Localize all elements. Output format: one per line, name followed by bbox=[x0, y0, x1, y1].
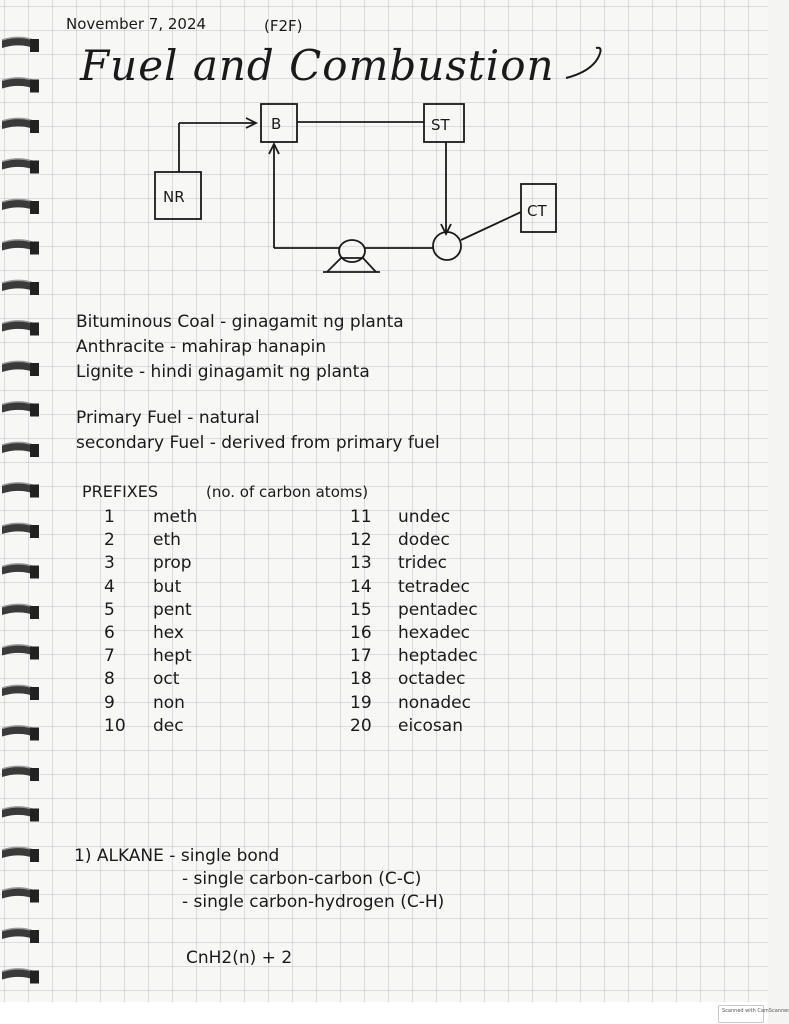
prefix-name-right: undec bbox=[398, 507, 451, 527]
prefix-name-left: hex bbox=[153, 623, 184, 643]
scanner-badge-text: Scanned with CamScanner bbox=[722, 1008, 789, 1014]
coal-note-bituminous: Bituminous Coal - ginagamit ng planta bbox=[76, 312, 404, 332]
page-title: Fuel and Combustion bbox=[80, 41, 555, 90]
coal-note-lignite: Lignite - hindi ginagamit ng planta bbox=[76, 362, 370, 382]
prefixes-heading: PREFIXES bbox=[82, 482, 159, 501]
prefix-name-left: non bbox=[153, 693, 185, 713]
alkane-formula: CnH2(n) + 2 bbox=[186, 948, 293, 968]
diagram-label-nr: NR bbox=[163, 188, 185, 206]
prefix-number-right: 17 bbox=[350, 646, 372, 666]
prefix-name-right: pentadec bbox=[398, 600, 478, 620]
prefix-name-right: octadec bbox=[398, 669, 466, 689]
diagram-pump-base bbox=[327, 258, 376, 272]
prefix-name-right: nonadec bbox=[398, 693, 471, 713]
prefix-number-right: 14 bbox=[350, 577, 372, 597]
prefix-name-left: dec bbox=[153, 716, 184, 736]
coal-note-anthracite: Anthracite - mahirap hanapin bbox=[76, 337, 327, 357]
prefix-number-left: 2 bbox=[104, 530, 115, 550]
prefix-name-left: pent bbox=[153, 600, 192, 620]
prefix-name-left: prop bbox=[153, 553, 192, 573]
prefix-name-left: but bbox=[153, 577, 182, 597]
alkane-line-1: 1) ALKANE - single bond bbox=[74, 846, 280, 866]
prefix-name-right: heptadec bbox=[398, 646, 478, 666]
scanner-badge bbox=[718, 1005, 789, 1023]
prefix-number-left: 9 bbox=[104, 693, 115, 713]
diagram-label-b: B bbox=[271, 115, 282, 133]
prefix-number-right: 19 bbox=[350, 693, 372, 713]
prefix-name-left: eth bbox=[153, 530, 181, 550]
prefix-name-left: oct bbox=[153, 669, 180, 689]
prefix-number-right: 16 bbox=[350, 623, 372, 643]
diagram-condenser bbox=[433, 232, 461, 260]
prefix-number-left: 3 bbox=[104, 553, 115, 573]
diagram-label-st: ST bbox=[431, 116, 450, 134]
prefixes-note: (no. of carbon atoms) bbox=[206, 483, 369, 501]
prefix-number-left: 6 bbox=[104, 623, 115, 643]
prefix-name-left: meth bbox=[153, 507, 198, 527]
scan-footer bbox=[0, 1002, 768, 1024]
fuel-note-secondary: secondary Fuel - derived from primary fuel bbox=[76, 433, 440, 453]
prefix-number-right: 15 bbox=[350, 600, 372, 620]
prefix-number-left: 1 bbox=[104, 507, 115, 527]
prefix-number-left: 7 bbox=[104, 646, 115, 666]
alkane-line-3: - single carbon-hydrogen (C-H) bbox=[182, 892, 445, 912]
prefix-number-right: 20 bbox=[350, 716, 372, 736]
prefix-number-left: 10 bbox=[104, 716, 126, 736]
prefix-number-left: 5 bbox=[104, 600, 115, 620]
fuel-note-primary: Primary Fuel - natural bbox=[76, 408, 260, 428]
prefix-number-right: 12 bbox=[350, 530, 372, 550]
note-tag: (F2F) bbox=[264, 17, 303, 35]
alkane-line-2: - single carbon-carbon (C-C) bbox=[182, 869, 422, 889]
diagram-label-ct: CT bbox=[527, 202, 547, 220]
prefix-number-right: 13 bbox=[350, 553, 372, 573]
prefix-number-right: 11 bbox=[350, 507, 372, 527]
prefix-name-right: dodec bbox=[398, 530, 450, 550]
prefix-name-right: hexadec bbox=[398, 623, 471, 643]
prefix-number-left: 8 bbox=[104, 669, 115, 689]
note-date: November 7, 2024 bbox=[66, 15, 207, 33]
prefix-name-right: tridec bbox=[398, 553, 447, 573]
prefix-name-right: eicosan bbox=[398, 716, 463, 736]
prefix-name-left: hept bbox=[153, 646, 192, 666]
prefix-number-right: 18 bbox=[350, 669, 372, 689]
diagram-line-condenser-ct bbox=[461, 212, 521, 240]
prefix-name-right: tetradec bbox=[398, 577, 470, 597]
prefix-number-left: 4 bbox=[104, 577, 115, 597]
